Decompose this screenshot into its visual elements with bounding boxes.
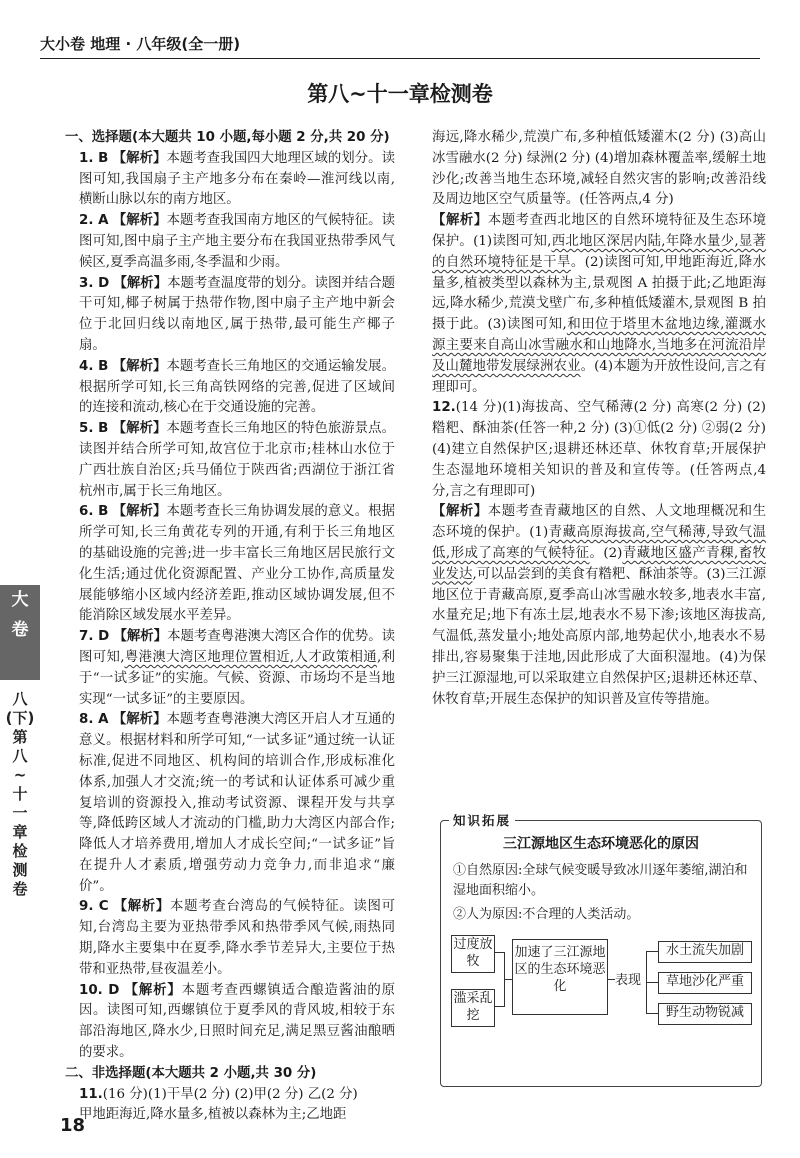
- side-tab-char: 卷: [11, 620, 29, 640]
- answer-4: 4. B 【解析】本题考查长三角地区的交通运输发展。根据所学可知,长三角高铁网络的完善,促进了区域间的连接和流动,核心在于交通设施的完善。: [79, 358, 396, 416]
- section-heading: 二、非选择题(本大题共 2 小题,共 30 分): [65, 1065, 317, 1081]
- right-column: [432, 128, 766, 710]
- answer-11-analysis: 【解析】本题考查西北地区的自然环境特征及生态环境保护。(1)读图可知,西北地区深居内陆,年降水量少,显著的自然环境特征是干旱。(2)读图可知,甲地距海近,降水量多,植被类型以森林为主,景观图 A 拍摄于此;乙地距海远,降水稀少,荒漠戈壁广布,多种植低矮灌木,景观图 B 拍摄于此。(3)读图可知,和田位于塔里木盆地边缘,灌溉水源主要来自高山冰雪融水和山地降水,当地多在河流沿岸及山麓地带发展绿洲农业。(4)本题为开放性设问,言之有理即可。: [432, 213, 767, 395]
- left-column: [65, 128, 395, 1126]
- result-grassland-desertification: 草地沙化严重: [658, 972, 752, 994]
- box-title: 三江源地区生态环境恶化的原因: [503, 836, 699, 852]
- answer-11: 11.(16 分)(1)干旱(2 分) (2)甲(2 分) 乙(2 分): [79, 1086, 358, 1102]
- answer-2: 2. A 【解析】本题考查我国南方地区的气候特征。读图可知,图中扇子主产地主要分布在我国亚热带季风气候区,夏季高温多雨,冬季温和少雨。: [79, 213, 395, 270]
- answer-11-continued: 海远,降水稀少,荒漠广布,多种植低矮灌木(2 分) (3)高山冰雪融水(2 分) 绿洲(2 分) (4)增加森林覆盖率,缓解土地沙化;改善当地生态环境,减轻自然灾害的影响;改善沿线及周边地区空气质量等。(任答两点,4 分): [432, 130, 766, 208]
- side-chapter-label: 八 (下) 第 八 ~ 十 一 章 检 测 卷: [5, 690, 35, 898]
- side-tab-char: 大: [11, 590, 29, 610]
- answer-7: 7. D 【解析】本题考查粤港澳大湾区合作的优势。读图可知,粤港澳大湾区地理位置相近,人才政策相通,利于“一试多证”的实施。气候、资源、市场均不是当地实现“一试多证”的主要原因。: [79, 629, 395, 707]
- human-cause: ②人为原因:不合理的人类活动。: [453, 907, 640, 922]
- connector: [646, 951, 658, 952]
- connector: [494, 952, 504, 953]
- box-tag: 知识拓展: [449, 811, 515, 829]
- knowledge-extension-box: [440, 813, 762, 1087]
- result-wildlife-decline: 野生动物锐减: [658, 1003, 752, 1025]
- cause-overgrazing: 过度放牧: [451, 935, 495, 973]
- natural-cause: ①自然原因:全球气候变暖导致冰川逐年萎缩,湖泊和湿地面积缩小。: [453, 863, 748, 898]
- side-tab: [0, 585, 40, 680]
- section-heading: 一、选择题(本大题共 10 小题,每小题 2 分,共 20 分): [65, 130, 390, 145]
- page-header: 大小卷 地理 · 八年级(全一册): [40, 30, 760, 59]
- answer-12-analysis: 【解析】本题考查青藏地区的自然、人文地理概况和生态环境的保护。(1)青藏高原海拔高,空气稀薄,导致气温低,形成了高寒的气候特征。(2)青藏地区盛产青稞,畜牧业发达,可以品尝到的美食有糌粑、酥油茶等。(3)三江源地区位于青藏高原,夏季高山冰雪融水较多,地表水丰富,水量充足;地下有冻土层,地表水不易下渗;该地区海拔高,气温低,蒸发量小;地处高原内部,地势起伏小,地表水不易排出,容易聚集于洼地,因此形成了大面积湿地。(4)为保护三江源湿地,可以采取建立自然保护区;退耕还林还草、休牧育草;开展生态保护的知识普及宣传等措施。: [432, 504, 767, 707]
- effect-box: 加速了三江源地区的生态环境恶化: [512, 939, 608, 1015]
- answer-3: 3. D 【解析】本题考查温度带的划分。读图并结合题干可知,椰子树属于热带作物,图中扇子主产地中新会位于北回归线以南地区,属于热带,最可能生产椰子扇。: [79, 275, 395, 353]
- connector: [646, 982, 658, 983]
- answer-11-line: 甲地距海近,降水量多,植被以森林为主;乙地距: [79, 1107, 347, 1123]
- result-soil-erosion: 水土流失加剧: [658, 941, 752, 963]
- answer-6: 6. B 【解析】本题考查长三角协调发展的意义。根据所学可知,长三角黄花专列的开通,有利于长三角地区的基础设施的完善;进一步丰富长三角地区居民旅行文化生活;通过优化资源配置、产业分工协作,高质量发展能够缩小区域内经济差距,推动区域协调发展,但不能消除区域发展水平差异。: [79, 504, 396, 624]
- page-title: 第八~十一章检测卷: [307, 82, 493, 106]
- connector: [646, 1013, 658, 1014]
- answer-1: 1. B 【解析】本题考查我国四大地理区域的划分。读图可知,我国扇子主产地多分布在秦岭—淮河线以南,横断山脉以东的南方地区。: [79, 150, 396, 208]
- connector: [494, 1006, 504, 1007]
- answer-8: 8. A 【解析】本题考查粤港澳大湾区开启人才互通的意义。根据材料和所学可知,“一试多证”通过统一认证标准,促进不同地区、机构间的培训合作,形成标准化体系,加强人才交流;统一的考试和认证体系可减少重复培训的资源投入,推动考试资源、课程开发与共享等,降低跨区域人才流动的门槛,助力大湾区内部合作;降低人才培养费用,增加人才成长空间;“一试多证”旨在提升人才素质,增强劳动力竞争力,而非追求“廉价”。: [79, 712, 395, 894]
- arrow-label: 表现: [615, 969, 641, 988]
- answer-12: 12.(14 分)(1)海拔高、空气稀薄(2 分) 高寒(2 分) (2)糌粑、酥油茶(任答一种,2 分) (3)①低(2 分) ②弱(2 分) (4)建立自然保护区;退耕还林还草、休牧育草;开展保护生态湿地环境相关知识的普及和宣传等。(任答两点,4 分,言之有理即可): [432, 400, 766, 499]
- answer-5: 5. B 【解析】本题考查长三角地区的特色旅游景点。读图并结合所学可知,故宫位于北京市;桂林山水位于广西壮族自治区;兵马俑位于陕西省;西湖位于浙江省杭州市,属于长三角地区。: [79, 421, 396, 499]
- page-number: 18: [60, 1115, 86, 1136]
- answer-9: 9. C 【解析】本题考查台湾岛的气候特征。读图可知,台湾岛主要为亚热带季风和热带季风气候,雨热同期,降水主要集中在夏季,降水季节差异大,主要位于热带和亚热带,昼夜温差小。: [79, 899, 396, 977]
- answer-10: 10. D 【解析】本题考查西螺镇适合酿造酱油的原因。读图可知,西螺镇位于夏季风的背风坡,相较于东部沿海地区,降水少,日照时间充足,满足黑豆酱油酿晒的要求。: [79, 982, 395, 1061]
- connector: [504, 979, 512, 980]
- cause-overmining: 滥采乱挖: [451, 989, 495, 1027]
